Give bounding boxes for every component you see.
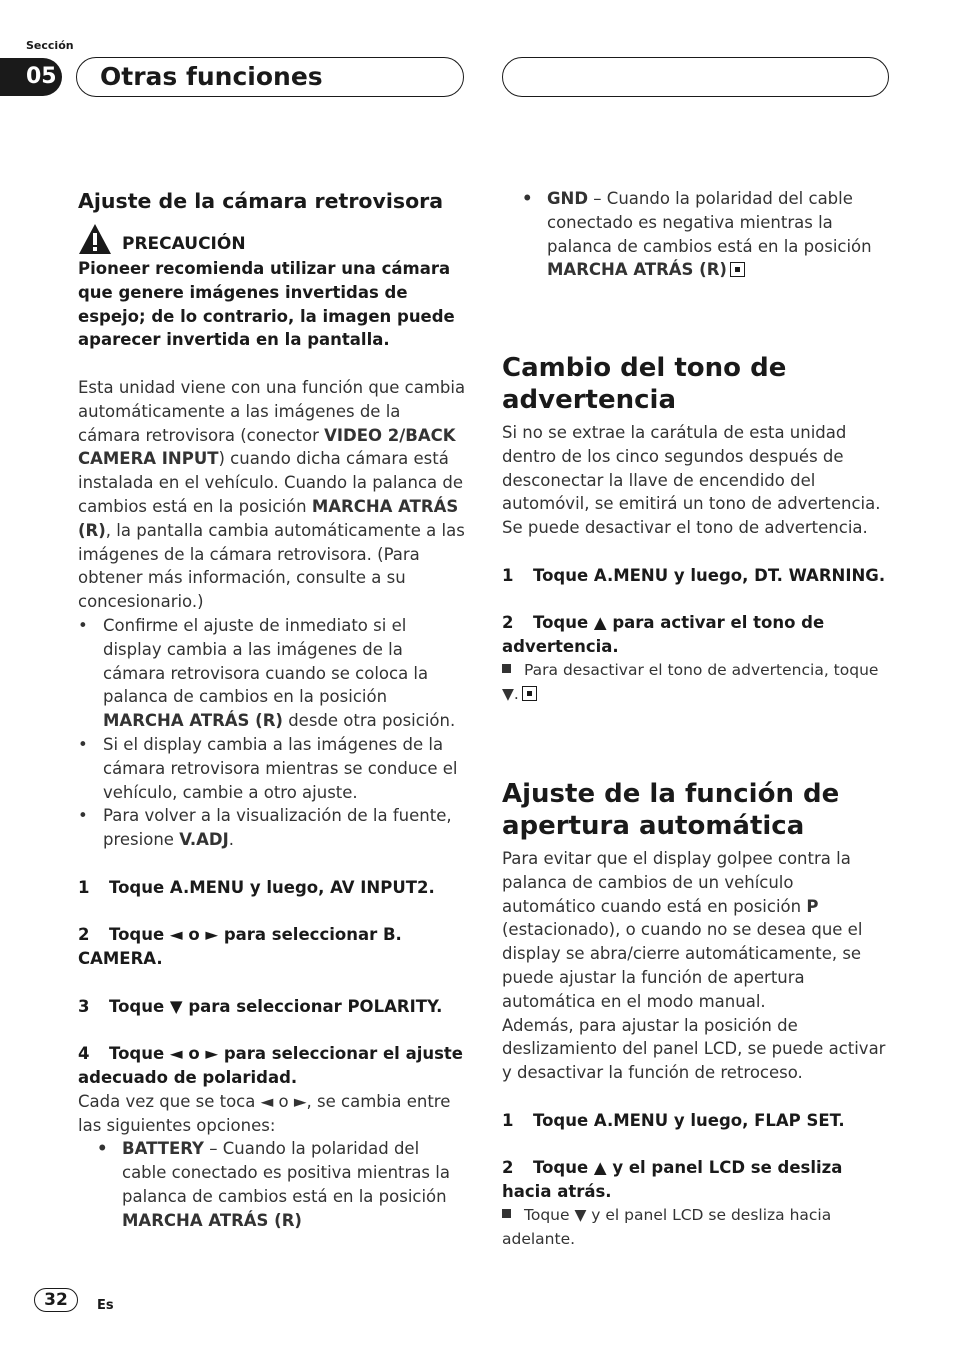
section-number-badge: 05 xyxy=(0,58,62,96)
intro-paragraph: Esta unidad viene con una función que cambia automáticamente a las imágenes de la cámara retrovisora (conector VIDEO 2/BACK CAMERA INPUT) cuando dicha cámara está instalada en el vehículo. Cuando la palanca de cambios está en la posición MARCHA ATRÁS (R), la pantalla cambia automáticamente a las imágenes de la cámara retrovisora. (Para obtener más información, consulte a su concesionario.) xyxy=(78,377,466,612)
caution-header xyxy=(78,215,466,255)
step-2: 2 Toque ◄ o ► para seleccionar B. CAMERA. xyxy=(78,925,402,969)
tone-note: Para desactivar el tono de advertencia, toque ▼. xyxy=(502,660,879,703)
options-intro: Cada vez que se toca ◄ o ►, se cambia entre las siguientes opciones: xyxy=(78,1091,451,1135)
bullet-return-source: • Para volver a la visualización de la fuente, presione V.ADJ. xyxy=(78,806,452,850)
option-battery: • BATTERY – Cuando la polaridad del cable conectado es positiva mientras la palanca de cambios está en la posición MARCHA ATRÁS (R) xyxy=(97,1139,450,1230)
flap-paragraph-1: Para evitar que el display golpee contra la palanca de cambios de un vehículo automático cuando está en posición P (estacionado), o cuando no se desea que el display se abra/cierre automáticamente, se puede ajustar la función de apertura automática en el modo manual. xyxy=(502,849,863,1011)
caution-text: Pioneer recomienda utilizar una cámara que genere imágenes invertidas de espejo; de lo contrario, la imagen puede aparecer invertida en la pantalla. xyxy=(78,259,455,350)
tone-step-2: 2 Toque ▲ para activar el tono de advertencia. xyxy=(502,613,825,657)
end-mark-icon xyxy=(522,686,537,701)
step-4: 4 Toque ◄ o ► para seleccionar el ajuste adecuado de polaridad. xyxy=(78,1044,464,1088)
caution-label: PRECAUCIÓN xyxy=(122,234,246,254)
bullet-driving: • Si el display cambia a las imágenes de la cámara retrovisora mientras se conduce el vehículo, cambie a otro ajuste. xyxy=(78,734,458,802)
tone-paragraph: Si no se extrae la carátula de esta unidad dentro de los cinco segundos después de desconectar la llave de encendido del automóvil, se emitirá un tono de advertencia. Se puede desactivar el tono de advertencia. xyxy=(502,423,881,538)
left-column xyxy=(78,187,466,1233)
language-code: Es xyxy=(97,1298,114,1313)
section-heading-auto-flap: Ajuste de la función de apertura automática xyxy=(502,779,840,841)
end-mark-icon xyxy=(730,262,745,277)
bullet-confirm: • Confirme el ajuste de inmediato si el display cambia a las imágenes de la cámara retrovisora cuando se coloca la palanca de cambios en la posición MARCHA ATRÁS (R) desde otra posición. xyxy=(78,615,456,731)
right-column-gnd xyxy=(522,187,888,282)
flap-note: Toque ▼ y el panel LCD se desliza hacia adelante. xyxy=(502,1205,832,1248)
step-3: 3 Toque ▼ para seleccionar POLARITY. xyxy=(78,996,443,1016)
step-1: 1 Toque A.MENU y luego, AV INPUT2. xyxy=(78,877,435,897)
flap-paragraph-2: Además, para ajustar la posición de deslizamiento del panel LCD, se puede activar y desactivar la función de retroceso. xyxy=(502,1015,886,1083)
right-column-flap xyxy=(502,778,888,1252)
section-heading-warning-tone: Cambio del tono de advertencia xyxy=(502,353,787,415)
option-gnd: • GND – Cuando la polaridad del cable conectado es negativa mientras la palanca de cambios está en la posición MARCHA ATRÁS (R) xyxy=(522,189,872,280)
page-title: Otras funciones xyxy=(100,62,323,91)
right-column-tone xyxy=(502,352,888,707)
tone-step-1: 1 Toque A.MENU y luego, DT. WARNING. xyxy=(502,565,886,585)
section-heading-rear-camera: Ajuste de la cámara retrovisora xyxy=(78,189,444,213)
note-square-icon xyxy=(502,664,511,673)
flap-step-1: 1 Toque A.MENU y luego, FLAP SET. xyxy=(502,1110,845,1130)
page-number: 32 xyxy=(34,1288,78,1312)
section-label: Sección xyxy=(26,39,74,52)
warning-triangle-icon xyxy=(78,223,112,255)
note-square-icon xyxy=(502,1209,511,1218)
flap-step-2: 2 Toque ▲ y el panel LCD se desliza hacia atrás. xyxy=(502,1158,843,1202)
header-empty-frame xyxy=(502,57,889,97)
